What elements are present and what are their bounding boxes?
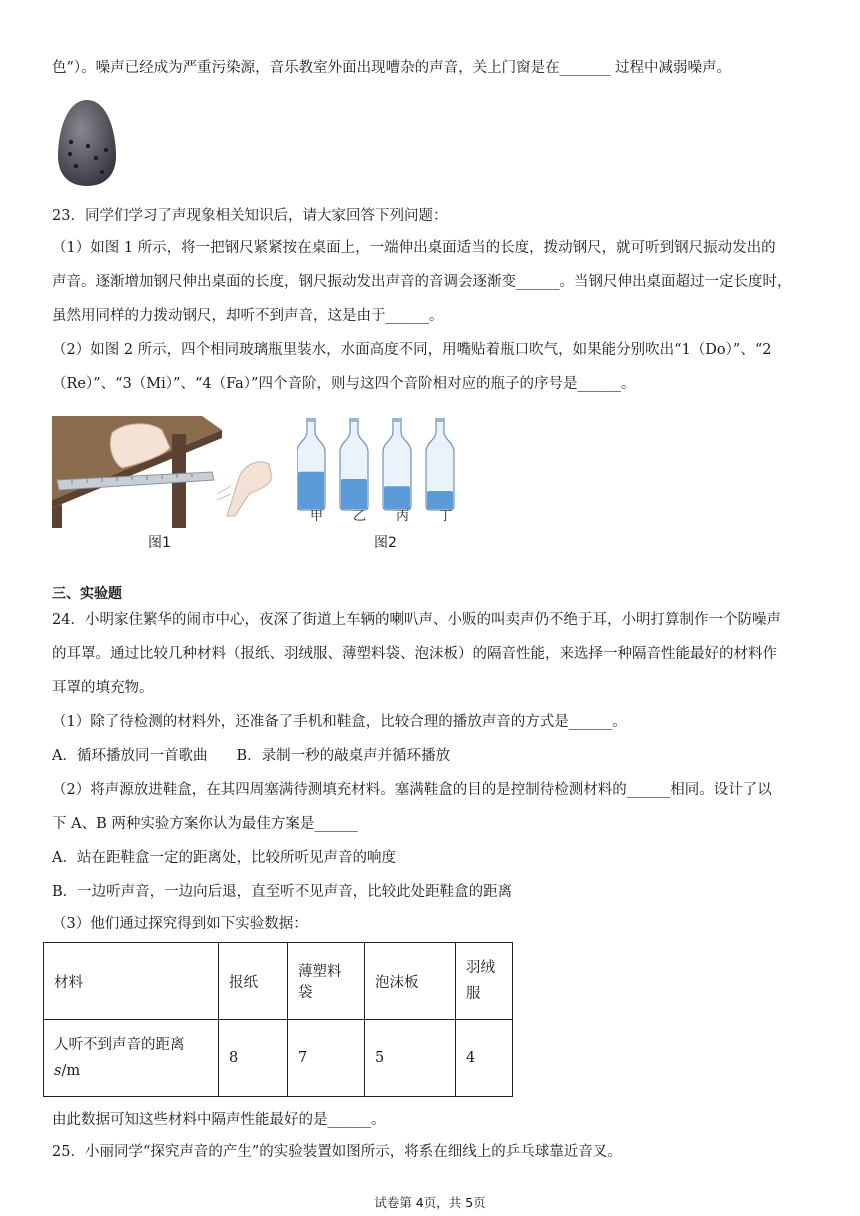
page-footer: 试卷第 4页，共 5页	[374, 1195, 486, 1210]
text-line: 耳罩的填充物。	[52, 680, 154, 696]
text-line: （2）如图 2 所示，四个相同玻璃瓶里装水，水面高度不同，用嘴贴着瓶口吹气，如果能分别吹出“1（Do）”、“2	[52, 342, 772, 358]
text-line: 由此数据可知这些材料中隔声性能最好的是______。	[52, 1112, 386, 1128]
table-cell	[44, 1020, 219, 1097]
question-23-title: 23．同学们学习了声现象相关知识后，请大家回答下列问题：	[52, 208, 448, 224]
figure-2-label: 图2	[374, 535, 397, 551]
text-line: （Re）”、“3（Mi）”、“4（Fa）”四个音阶，则与这四个音阶相对应的瓶子的序号是______。	[52, 376, 636, 392]
table-cell: 羽绒服	[456, 943, 513, 1020]
text-line: 24．小明家住繁华的闹市中心，夜深了街道上车辆的喇叭声、小贩的叫卖声仍不绝于耳，小明打算制作一个防噪声	[52, 612, 781, 628]
text-line: （1）如图 1 所示，将一把钢尺紧紧按在桌面上，一端伸出桌面适当的长度，拨动钢尺，就可听到钢尺振动发出的	[52, 240, 776, 256]
text-line: 声音。逐渐增加钢尺伸出桌面的长度，钢尺振动发出声音的音调会逐渐变______。当钢尺伸出桌面超过一定长度时，	[52, 274, 792, 290]
option-line: A．站在距鞋盒一定的距离处，比较所听见声音的响度	[52, 850, 396, 866]
bottle	[340, 418, 368, 510]
row-label-symbol: s	[54, 1063, 62, 1079]
bottle-label: 乙	[353, 509, 367, 524]
table-cell: 8	[219, 1020, 288, 1097]
table-cell: 薄塑料袋	[288, 943, 365, 1020]
bottle	[426, 418, 454, 510]
row-label-unit: /m	[61, 1063, 81, 1079]
table-row	[44, 1020, 513, 1097]
figure-1-label: 图1	[148, 535, 171, 551]
table-cell: 报纸	[219, 943, 288, 1020]
table-cell: 5	[365, 1020, 456, 1097]
data-table	[43, 942, 513, 1097]
table-cell: 材料	[44, 943, 219, 1020]
bottle	[297, 418, 325, 510]
text-line: （1）除了待检测的材料外，还准备了手机和鞋盒，比较合理的播放声音的方式是______。	[52, 714, 627, 730]
text-line: 虽然用同样的力拨动钢尺，却听不到声音，这是由于______。	[52, 308, 444, 324]
text-line: 下 A、B 两种实验方案你认为最佳方案是______	[52, 816, 358, 832]
table-cell: 4	[456, 1020, 513, 1097]
figure-1-ruler-table	[52, 408, 222, 528]
option-line: B．一边听声音，一边向后退，直至听不见声音，比较此处距鞋盒的距离	[52, 884, 513, 900]
bottle-label: 丙	[396, 509, 410, 524]
table-cell: 泡沫板	[365, 943, 456, 1020]
figure-area	[52, 408, 472, 558]
text-line: 色”）。噪声已经成为严重污染源，音乐教室外面出现嘈杂的声音，关上门窗是在_______ 过程中减弱噪声。	[52, 60, 732, 76]
row-label: 人听不到声音的距离	[54, 1037, 185, 1053]
table-cell: 7	[288, 1020, 365, 1097]
figure-2-bottles	[297, 418, 467, 518]
bottle-water	[298, 472, 324, 509]
bottle	[383, 418, 411, 510]
bottle-label: 甲	[310, 509, 324, 524]
ocarina-image	[56, 98, 118, 188]
text-line: 的耳罩。通过比较几种材料（报纸、羽绒服、薄塑料袋、泡沫板）的隔音性能，来选择一种隔音性能最好的材料作	[52, 646, 777, 662]
bottle-label: 丁	[439, 509, 453, 524]
text-line: （3）他们通过探究得到如下实验数据：	[52, 916, 308, 932]
table-header-row	[44, 943, 513, 1020]
question-25-title: 25．小丽同学“探究声音的产生”的实验装置如图所示，将系在细线上的乒乓球靠近音叉。	[52, 1144, 622, 1160]
option-line: A．循环播放同一首歌曲 B．录制一秒的敲桌声并循环播放	[52, 748, 451, 764]
text-line: （2）将声源放进鞋盒，在其四周塞满待测填充材料。塞满鞋盒的目的是控制待检测材料的______相同。设计了以	[52, 782, 772, 798]
section-heading: 三、实验题	[52, 586, 122, 602]
finger-image	[217, 438, 277, 518]
